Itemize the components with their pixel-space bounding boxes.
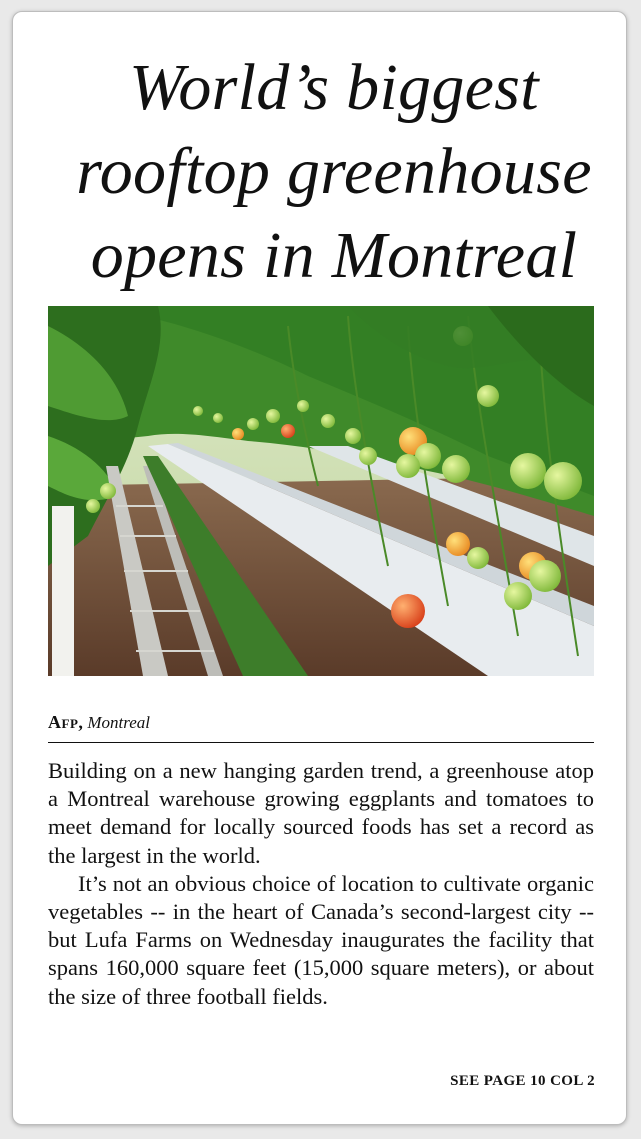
- news-agency: Afp,: [48, 712, 84, 732]
- greenhouse-photo: [48, 306, 594, 676]
- article-body: [48, 757, 594, 1011]
- continued-jump-line[interactable]: SEE PAGE 10 COL 2: [450, 1073, 595, 1089]
- headline-line-3: opens in Montreal: [90, 219, 578, 292]
- headline-line-2: rooftop greenhouse: [76, 135, 592, 208]
- greenhouse-illustration: [48, 306, 594, 676]
- dateline-city: Montreal: [87, 713, 151, 732]
- headline: [49, 46, 619, 298]
- paragraph-1: Building on a new hanging garden trend, a greenhouse atop a Montreal warehouse growing eggplants and tomatoes to meet demand for locally sourced foods has set a record as the largest in the world.: [48, 758, 594, 868]
- dateline: [48, 712, 594, 743]
- headline-line-1: World’s biggest: [129, 51, 539, 124]
- paragraph-2: It’s not an obvious choice of location to cultivate organic vegetables -- in the heart of Canada’s second-largest city -- but Lufa Farms on Wednesday inaugurates the facility that spans 160,000 square feet (15,000 square meters), or about the size of three football fields.: [48, 870, 594, 1009]
